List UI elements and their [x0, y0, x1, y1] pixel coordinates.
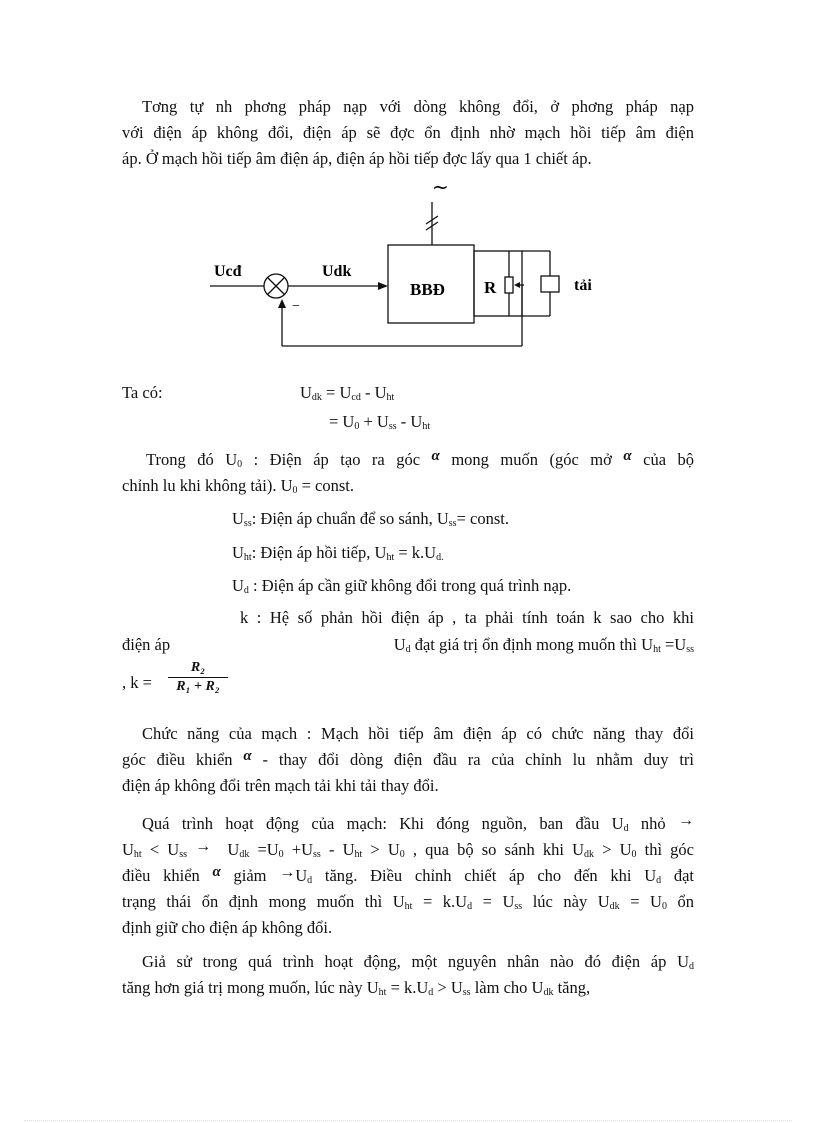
k-fraction [168, 660, 228, 695]
arrow-icon: → [195, 838, 212, 855]
where-uss: $U_{ss}$: Điện áp chuẩn để so sánh, $U_{ss}=$ const. [232, 509, 509, 529]
footer-divider [24, 1120, 792, 1121]
last-line1: Giả sử trong quá trình hoạt động, một nguyên nhân nào đó điện áp $U_d$ [142, 952, 694, 972]
label-bbd: BBĐ [410, 280, 445, 299]
func-line2: góc điều khiển α - thay đổi dòng điện đầu ra của chỉnh lu nhằm duy trì [122, 748, 695, 769]
where-uht: $U_{ht}$: Điện áp hồi tiếp, $U_{ht} = k.U_{d.}$ [232, 543, 444, 563]
control-arrowhead [378, 282, 388, 290]
func-line1: Chức năng của mạch : Mạch hồi tiếp âm điện áp có chức năng thay đổi [142, 724, 694, 743]
last-line2: tăng hơn giá trị mong muốn, lúc này $U_{ht} = k.U_d > U_{ss}$ làm cho $U_{dk}$ tăng, [122, 978, 591, 998]
eq-intro: Ta có: [122, 383, 163, 402]
where-g2: $U_d$ đạt giá trị ổn định mong muốn thì $U_{ht} =U_{ss}$ [393, 635, 694, 655]
op-line1: Quá trình hoạt động của mạch: Khi đóng nguồn, ban đầu $U_d$ nhỏ → [142, 812, 695, 834]
op-line5: định giữ cho điện áp không đổi. [122, 918, 333, 937]
where-line2: chỉnh lu khi không tải). $U_0$ = const. [122, 476, 354, 496]
para1-line3: áp. Ở mạch hồi tiếp âm điện áp, điện áp hồi tiếp đợc lấy qua 1 chiết áp. [122, 149, 592, 168]
wiper-arrow [514, 282, 520, 288]
ac-source-symbol: ~ [432, 180, 449, 199]
minus-sign: − [292, 299, 300, 314]
alpha-symbol: α [431, 448, 440, 464]
eq-line2: = $U_0 + U_{ss} - U_{ht}$ [329, 412, 431, 432]
para1-line2: với điện áp không đổi, điện áp sẽ đợc ổn định nhờ mạch hồi tiếp âm điện [122, 123, 694, 142]
op-line3: điều khiển α giảm $\to U_d$ tăng. Điều chỉnh chiết áp cho đến khi $U_d$ đạt [122, 864, 694, 886]
where-k: k : Hệ số phản hồi điện áp , ta phải tính toán k sao cho khi [240, 608, 694, 627]
func-line3: điện áp không đổi trên mạch tải khi tải thay đổi. [122, 776, 439, 795]
feedback-block-diagram [200, 180, 620, 360]
label-ucd: Ucđ [214, 263, 242, 280]
feedback-arrowhead [278, 299, 286, 308]
fraction-numerator: R₂ [168, 660, 228, 678]
arrow-icon: → [279, 864, 296, 881]
op-line4: trạng thái ổn định mong muốn thì $U_{ht} = k.U_d = U_{ss}$ lúc này $U_{dk} = U_0$ ổn [122, 892, 694, 912]
op-line2: $U_{ht} < U_{ss} \to U_{dk} =U_0 +U_{ss} - U_{ht} > U_0$ , qua bộ so sánh khi $U_{dk} > U_0$ thì góc [122, 838, 694, 860]
label-load: tải [574, 277, 592, 294]
eq-line1: $U_{dk} = U_{cd} - U_{ht}$ [300, 383, 395, 403]
where-ud: $U_d$ : Điện áp cần giữ không đổi trong quá trình nạp. [232, 576, 572, 596]
fraction-denominator: R₁ + R₂ [176, 679, 220, 694]
label-r: R [484, 278, 497, 297]
alpha-symbol: α [212, 864, 221, 880]
alpha-symbol: α [623, 448, 632, 464]
para1-line1: Tơng tự nh phơng pháp nạp với dòng không đổi, ở phơng pháp nạp [142, 97, 694, 116]
k-equation: , k = [122, 673, 152, 692]
resistor-box [474, 251, 522, 316]
alpha-symbol: α [243, 748, 252, 764]
where-line1: Trong đó $U_0$ : Điện áp tạo ra góc α mong muốn (góc mở α của bộ [146, 448, 695, 470]
label-udk: Udk [322, 263, 352, 280]
potentiometer [505, 277, 513, 293]
arrow-icon: → [678, 812, 695, 829]
load-element [541, 276, 559, 292]
where-g1: điện áp [122, 635, 171, 654]
